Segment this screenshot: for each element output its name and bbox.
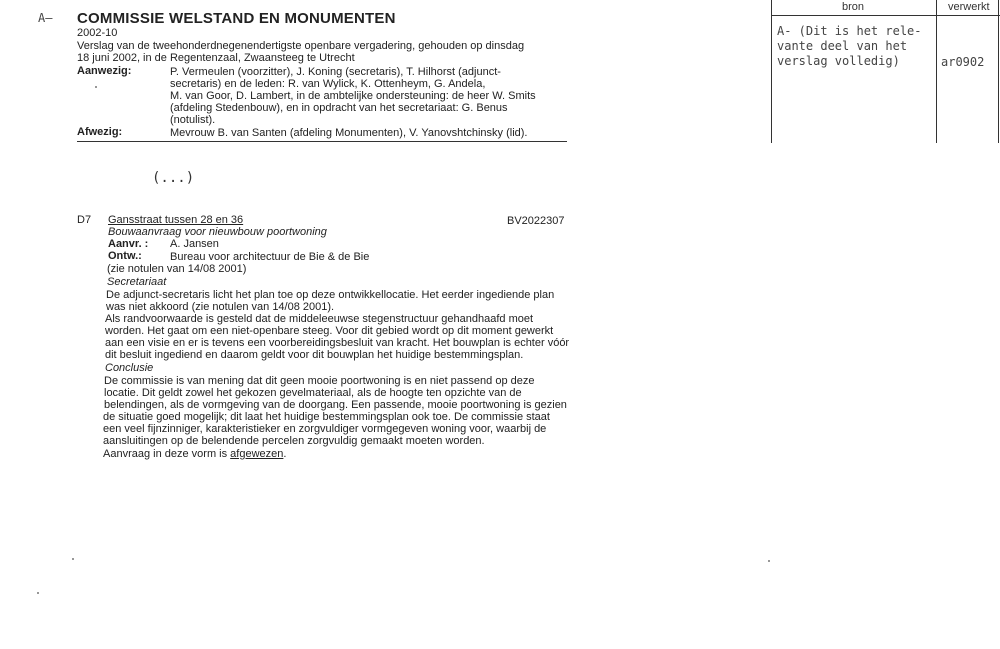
present-line: (notulist).: [170, 114, 216, 126]
applicant-label: Aanvr. :: [108, 238, 149, 250]
margin-mark: A—: [38, 11, 53, 25]
conclusion-line: aansluitingen op de belendende percelen zorgvuldig gemaakt moeten worden.: [103, 435, 485, 447]
column-header-verwerkt: verwerkt: [948, 1, 990, 13]
table-border-right: [998, 0, 999, 143]
present-line: (afdeling Stedenbouw), en in opdracht van het secretariaat: G. Benus: [170, 102, 508, 114]
verdict-suffix: .: [283, 448, 287, 460]
secretariat-line: aan een visie en er is tevens een voorbereidingsbesluit van kracht. Het bouwplan is echter vóór: [105, 337, 570, 349]
secretariat-heading: Secretariaat: [107, 276, 167, 288]
present-label: Aanwezig:: [77, 65, 132, 77]
source-note: A- (Dit is het rele- vante deel van het verslag volledig): [777, 24, 922, 68]
conclusion-line: een veel fijnzinniger, karakteristieker en zorgvuldiger vormgegeven woning voor, waarbij de: [103, 423, 547, 435]
scan-speck: [768, 560, 770, 562]
verdict: [103, 448, 286, 460]
report-line-2: 18 juni 2002, in de Regentenzaal, Zwaansteeg te Utrecht: [77, 52, 355, 64]
absent-text: Mevrouw B. van Santen (afdeling Monumenten), V. Yanovshtchinsky (lid).: [170, 127, 528, 139]
conclusion-line: locatie. Dit geldt zowel het gekozen gevelmateriaal, als de hoogte ten opzichte van de: [104, 387, 522, 399]
secretariat-line: was niet akkoord (zie notulen van 14/08 2001).: [106, 301, 335, 313]
document-title: COMMISSIE WELSTAND EN MONUMENTEN: [77, 10, 396, 27]
source-table: [771, 0, 1000, 143]
table-border-left: [771, 0, 772, 143]
applicant-name: A. Jansen: [170, 238, 219, 250]
verdict-word: afgewezen: [230, 448, 284, 460]
notes-reference: (zie notulen van 14/08 2001): [107, 263, 247, 275]
present-line: P. Vermeulen (voorzitter), J. Koning (secretaris), T. Hilhorst (adjunct-: [170, 66, 501, 78]
scan-speck: [72, 558, 74, 560]
case-id: BV2022307: [507, 215, 565, 227]
secretariat-line: Als randvoorwaarde is gesteld dat de middeleeuwse stegenstructuur gehandhaafd moet: [105, 313, 534, 325]
meeting-number: 2002-10: [77, 27, 118, 39]
present-line: secretaris) en de leden: R. van Wylick, K. Ottenheym, G. Andela,: [170, 78, 486, 90]
conclusion-line: belendingen, als de vormgeving van de doorgang. Een passende, mooie poortwoning is gezien: [104, 399, 567, 411]
conclusion-line: de situatie goed mogelijk; dit laat het huidige bestemmingsplan ook toe. De commissie staat: [103, 411, 550, 423]
scan-speck: [95, 86, 97, 88]
verdict-prefix: Aanvraag in deze vorm is: [103, 448, 231, 460]
designer-name: Bureau voor architectuur de Bie & de Bie: [170, 251, 370, 263]
report-line-1: Verslag van de tweehonderdnegenendertigste openbare vergadering, gehouden op dinsdag: [77, 40, 525, 52]
secretariat-line: De adjunct-secretaris licht het plan toe op deze ontwikkellocatie. Het eerder ingediende plan: [106, 289, 555, 301]
item-number: D7: [77, 214, 92, 226]
item-subtitle: Bouwaanvraag voor nieuwbouw poortwoning: [108, 226, 327, 238]
absent-label: Afwezig:: [77, 126, 123, 138]
present-line: M. van Goor, D. Lambert, in de ambtelijke ondersteuning: de heer W. Smits: [170, 90, 536, 102]
designer-label: Ontw.:: [108, 250, 142, 262]
conclusion-heading: Conclusie: [105, 362, 154, 374]
conclusion-line: De commissie is van mening dat dit geen mooie poortwoning is en niet passend op deze: [104, 375, 535, 387]
secretariat-line: worden. Het gaat om een niet-openbare steeg. Voor dit gebied wordt op dit moment gewerkt: [105, 325, 554, 337]
table-header-rule: [771, 15, 1000, 16]
omission-marker: (...): [152, 170, 195, 186]
table-column-divider: [936, 0, 937, 143]
column-header-bron: bron: [842, 1, 865, 13]
item-title: Gansstraat tussen 28 en 36: [108, 214, 244, 226]
secretariat-line: dit besluit ingediend en daarom geldt voor dit bouwplan het huidige bestemmingsplan.: [105, 349, 524, 361]
header-divider: [77, 141, 567, 142]
processed-code: ar0902: [941, 55, 985, 69]
scan-speck: [37, 592, 39, 594]
